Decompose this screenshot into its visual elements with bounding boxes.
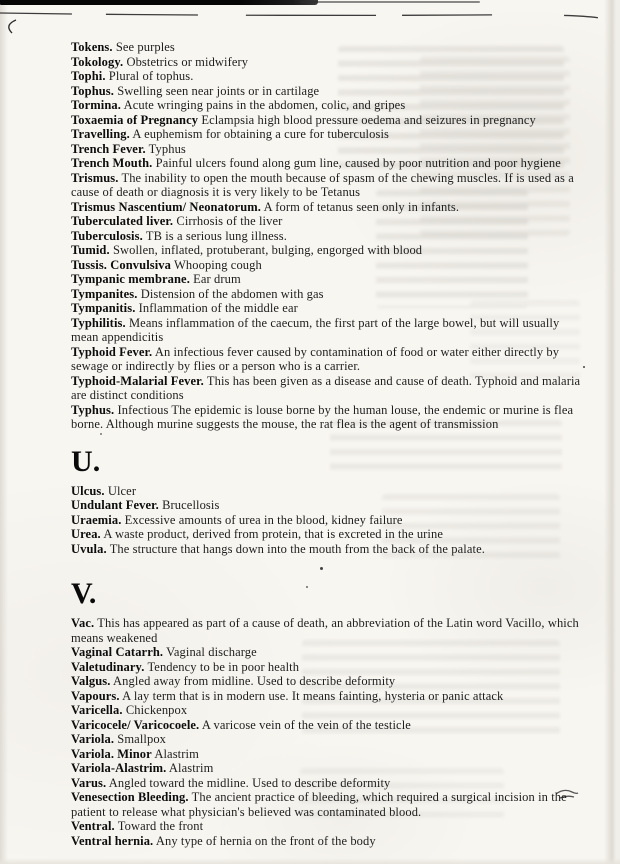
entry-definition: Means inflammation of the caecum, the first part of the large bowel, but will usually mean appendicitis	[71, 315, 560, 344]
glossary-entry	[71, 69, 588, 84]
entry-term: Typhoid Fever.	[71, 344, 153, 359]
glossary-entry	[71, 258, 588, 273]
glossary-entry	[71, 747, 588, 762]
entry-definition: Acute wringing pains in the abdomen, colic, and gripes	[123, 98, 406, 112]
entry-term: Tuberculated liver.	[71, 214, 174, 228]
entry-term: Uvula.	[71, 541, 107, 556]
entry-term: Trismus.	[71, 170, 119, 185]
entry-definition: Swelling seen near joints or in cartilage	[117, 83, 320, 98]
glossary-entry	[71, 834, 588, 849]
entry-definition: The structure that hangs down into the mouth from the back of the palate.	[109, 541, 485, 556]
entry-definition: Obstetrics or midwifery	[126, 54, 249, 69]
entry-definition: Swollen, inflated, protuberant, bulging, engorged with blood	[112, 243, 423, 257]
glossary-entry	[71, 484, 588, 499]
glossary-entry	[71, 287, 588, 302]
glossary-entry	[71, 790, 588, 819]
entry-term: Urea.	[71, 527, 101, 541]
entry-term: Valetudinary.	[71, 659, 145, 674]
glossary-content	[71, 40, 588, 848]
glossary-entry	[71, 732, 588, 747]
glossary-entry	[71, 84, 588, 99]
entry-term: Undulant Fever.	[71, 498, 159, 512]
glossary-entry	[71, 272, 588, 287]
entry-term: Valgus.	[71, 674, 111, 688]
entry-term: Toxaemia of Pregnancy	[71, 112, 199, 127]
entry-term: Trench Mouth.	[71, 156, 153, 170]
entry-definition: Angled toward the midline. Used to describe deformity	[108, 775, 391, 790]
scan-shadow-bottom	[0, 858, 620, 864]
entry-definition: See purples	[115, 40, 175, 54]
entry-term: Trismus Nascentium/ Neonatorum.	[71, 199, 262, 214]
entry-definition: Any type of hernia on the front of the body	[155, 833, 376, 848]
entry-definition: Chickenpox	[125, 703, 188, 717]
entry-term: Variola. Minor	[71, 746, 152, 761]
entry-definition: An infectious fever caused by contamination of food or water either directly by sewage or indirectly by flies or a person who is a carrier.	[71, 344, 560, 373]
glossary-entry	[71, 345, 588, 374]
glossary-entry	[71, 316, 588, 345]
glossary-entry	[71, 113, 588, 128]
glossary-entry	[71, 40, 588, 55]
glossary-entry	[71, 616, 588, 645]
glossary-entry	[71, 127, 588, 142]
entry-definition: A euphemism for obtaining a cure for tuberculosis	[132, 127, 389, 141]
entry-term: Tophus.	[71, 83, 114, 98]
glossary-entry	[71, 674, 588, 689]
entry-definition: Plural of tophus.	[108, 69, 194, 83]
entry-term: Tormina.	[71, 98, 122, 112]
entry-term: Tophi.	[71, 69, 106, 83]
entry-definition: Ulcer	[107, 483, 137, 498]
glossary-entry	[71, 301, 588, 316]
entry-term: Vaginal Catarrh.	[71, 645, 164, 659]
entry-term: Variola-Alastrim.	[71, 761, 167, 775]
entry-term: Vapours.	[71, 688, 120, 703]
glossary-entry	[71, 527, 588, 542]
entry-term: Travelling.	[71, 127, 130, 141]
entry-definition: This has appeared as part of a cause of death, an abbreviation of the Latin word Vacillo, which means weakened	[71, 616, 579, 645]
glossary-section	[71, 40, 588, 432]
entry-definition: Alastrim	[168, 761, 214, 775]
entry-definition: Excessive amounts of urea in the blood, kidney failure	[124, 512, 403, 527]
entry-definition: A waste product, derived from protein, that is excreted in the urine	[103, 527, 444, 541]
glossary-entry	[71, 660, 588, 675]
entry-term: Tympanites.	[71, 286, 138, 301]
entry-definition: Infectious The epidemic is louse borne by the human louse, the endemic or murine is flea borne. Although murine suggests the mouse, the rat flea is the agent of transmission	[71, 402, 574, 431]
entry-definition: Alastrim	[154, 746, 199, 761]
glossary-entry	[71, 718, 588, 733]
entry-definition: The inability to open the mouth because of spasm of the chewing muscles. If is used as a cause of death or diagnosis it is very likely to be Tetanus	[71, 170, 574, 199]
glossary-entry	[71, 98, 588, 113]
glossary-entry	[71, 703, 588, 718]
entry-definition: Cirrhosis of the liver	[176, 214, 283, 228]
entry-definition: A lay term that is in modern use. It means fainting, hysteria or panic attack	[122, 688, 504, 703]
scan-shadow-left	[0, 0, 8, 864]
entry-term: Tokens.	[71, 40, 113, 54]
entry-term: Uraemia.	[71, 512, 122, 527]
entry-definition: Angled away from midline. Used to describe deformity	[113, 674, 396, 688]
glossary-entry	[71, 374, 588, 403]
glossary-entry	[71, 776, 588, 791]
entry-definition: Inflammation of the middle ear	[138, 301, 298, 315]
entry-term: Typhoid-Malarial Fever.	[71, 373, 204, 388]
glossary-entry	[71, 229, 588, 244]
entry-term: Typhus.	[71, 402, 115, 417]
entry-definition: Typhus	[148, 141, 186, 156]
glossary-entry	[71, 142, 588, 157]
entry-term: Tympanic membrane.	[71, 272, 190, 286]
entry-term: Varus.	[71, 775, 107, 790]
glossary-entry	[71, 156, 588, 171]
entry-definition: Brucellosis	[162, 498, 220, 512]
glossary-entry	[71, 171, 588, 200]
entry-term: Venesection Bleeding.	[71, 790, 189, 804]
entry-term: Tumid.	[71, 243, 110, 257]
entry-term: Tussis. Convulsiva	[71, 257, 171, 272]
entry-term: Variola.	[71, 732, 115, 746]
glossary-entry	[71, 761, 588, 776]
glossary-entry	[71, 819, 588, 834]
scan-crease-line	[0, 0, 620, 36]
section-letter: V.	[71, 577, 97, 610]
entry-definition: Smallpox	[117, 732, 167, 746]
entry-term: Ulcus.	[71, 483, 105, 498]
glossary-entry	[71, 200, 588, 215]
scan-shadow-right	[604, 0, 620, 864]
entry-definition: Vaginal discharge	[166, 645, 257, 659]
entry-definition: TB is a serious lung illness.	[145, 228, 287, 243]
glossary-section	[71, 579, 588, 848]
entry-definition: Distension of the abdomen with gas	[140, 286, 324, 301]
entry-term: Varicella.	[71, 703, 123, 717]
glossary-entry	[71, 214, 588, 229]
section-letter: U.	[71, 444, 101, 478]
glossary-entry	[71, 645, 588, 660]
entry-definition: A varicose vein of the vein of the testicle	[201, 717, 411, 732]
glossary-entry	[71, 243, 588, 258]
glossary-entry	[71, 55, 588, 70]
entry-definition: This has been given as a disease and cause of death. Typhoid and malaria are distinct conditions	[71, 373, 581, 402]
entry-definition: Ear drum	[193, 272, 241, 286]
entry-definition: The ancient practice of bleeding, which required a surgical incision in the patient to release what physician's believed was contaminated blood.	[71, 790, 567, 819]
entry-term: Vac.	[71, 616, 95, 630]
entry-definition: Painful ulcers found along gum line, caused by poor nutrition and poor hygiene	[155, 156, 561, 170]
entry-term: Tympanitis.	[71, 301, 136, 315]
entry-term: Ventral.	[71, 819, 115, 833]
entry-definition: Tendency to be in poor health	[147, 659, 300, 674]
glossary-entry	[71, 513, 588, 528]
entry-term: Varicocele/ Varicocoele.	[71, 717, 200, 732]
glossary-entry	[71, 689, 588, 704]
entry-term: Ventral hernia.	[71, 833, 154, 848]
entry-term: Tokology.	[71, 54, 124, 69]
entry-definition: Eclampsia high blood pressure oedema and seizures in pregnancy	[201, 112, 536, 127]
entry-definition: Toward the front	[117, 819, 204, 833]
entry-term: Trench Fever.	[71, 141, 146, 156]
entry-term: Tuberculosis.	[71, 228, 143, 243]
entry-definition: A form of tetanus seen only in infants.	[263, 199, 460, 214]
glossary-section	[71, 444, 588, 557]
glossary-entry	[71, 498, 588, 513]
glossary-entry	[71, 542, 588, 557]
glossary-entry	[71, 403, 588, 432]
entry-term: Typhilitis.	[71, 315, 126, 330]
entry-definition: Whooping cough	[174, 257, 262, 272]
